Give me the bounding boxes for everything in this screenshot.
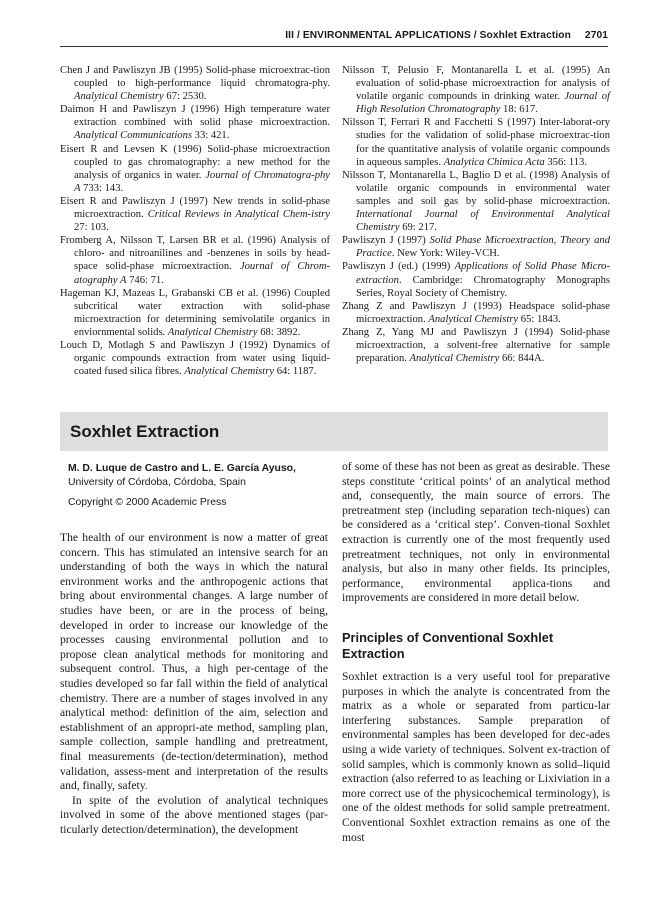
page-number: 2701	[584, 30, 608, 41]
reference-entry: Nilsson T, Pelusio F, Montanarella L et al. (1995) An evaluation of solid-phase microextraction for analysis of volatile organic compounds in drinking water. Journal of High Resolution Chromatography 18: 617.	[342, 65, 610, 116]
body-paragraph: of some of these has not been as great as desirable. These steps constitute ‘critical points’ of an analytical method and, consequently, the main source of errors. The pretreatment step (including separation tech-niques) can be considered as a ‘critical step’. Conven-tional Soxhlet extraction is currently one of the most frequently used pretreatment techniques, not only in environmental analysis, but also in many other fields. Its principles, performance, environmental applica-tions and improvements are considered in more detail below.	[342, 460, 610, 605]
reference-entry: Nilsson T, Ferrari R and Facchetti S (1997) Inter-laborat-ory studies for the validation of solid-phase microextrac-tion for the quantitative analysis of volatile organic compounds in aqueous samples. Analytica Chimica Acta 356: 113.	[342, 117, 610, 168]
author-names: M. D. Luque de Castro and L. E. García Ayuso,	[68, 463, 296, 474]
header-rule	[60, 46, 608, 47]
copyright-notice: Copyright © 2000 Academic Press	[68, 497, 227, 508]
reference-entry: Pawliszyn J (ed.) (1999) Applications of Solid Phase Micro-extraction. Cambridge: Chromatography Monographs Series, Royal Society of Chemistry.	[342, 261, 611, 299]
reference-entry: Zhang Z, Yang MJ and Pawliszyn J (1994) Solid-phase microextraction, a solvent-free alternative for sample preparation. Analytical Chemistry 66: 844A.	[342, 326, 610, 365]
author-block	[68, 462, 296, 510]
references-left-column	[60, 64, 330, 378]
reference-entry: Eisert R and Levsen K (1996) Solid-phase microextraction coupled to gas chromatography: a new method for the analysis of organics in water. Journal of Chromatogra-phy A 733: 143.	[60, 143, 330, 194]
body-paragraph: In spite of the evolution of analytical techniques involved in some of the above mentioned stages (par-ticularly detection/determination), the development	[60, 793, 328, 836]
reference-entry: Daimon H and Pawliszyn J (1996) High temperature water extraction combined with solid phase microextraction. Analytical Communications 33: 421.	[60, 104, 330, 142]
reference-entry: Fromberg A, Nilsson T, Larsen BR et al. (1996) Analysis of chloro- and nitroanilines and -benzenes in soils by head-space solid-phase microextraction. Journal of Chrom-atography A 746: 71.	[60, 235, 330, 286]
reference-entry: Eisert R and Pawliszyn J (1997) New trends in solid-phase microextraction. Critical Reviews in Analytical Chem-istry 27: 103.	[60, 195, 330, 234]
body-left-column	[60, 531, 328, 837]
body-right-intro	[342, 460, 610, 606]
reference-entry: Zhang Z and Pawliszyn J (1993) Headspace solid-phase microextraction. Analytical Chemistry 65: 1843.	[342, 300, 610, 325]
running-head	[285, 30, 608, 41]
reference-entry: Chen J and Pawliszyn JB (1995) Solid-phase microextrac-tion coupled to high-performance liquid chromatogra-phy. Analytical Chemistry 67: 2530.	[60, 65, 330, 103]
reference-entry: Hageman KJ, Mazeas L, Grabanski CB et al. (1996) Coupled subcritical water extraction with solid-phase microextraction for determining semivolatile organics in enviornmental solids. Analytical Chemistry 68: 3892.	[60, 287, 330, 338]
body-paragraph: Soxhlet extraction is a very useful tool for preparative purposes in which the analyte is concentrated from the matrix as a whole or separated from particu-lar interfering substances. Sample preparation of environmental samples has been developed for dec-ades using a wide variety of techniques. Solvent ex-traction of solid samples, which is commonly known as solid–liquid extraction (also referred to as leaching or Lixiviation in a more correct use of the physicochemical terminology), is one of the oldest methods for solid sample pretreatment. Conventional Soxhlet extraction remains as one of the most	[342, 670, 610, 844]
body-right-section	[342, 670, 610, 845]
reference-entry: Pawliszyn J (1997) Solid Phase Microextraction, Theory and Practice. New York: Wiley-VCH.	[342, 235, 610, 260]
section-heading: Principles of Conventional Soxhlet Extraction	[342, 630, 554, 661]
reference-entry: Louch D, Motlagh S and Pawliszyn J (1992) Dynamics of organic compounds extraction from water using liquid-coated fused silica fibres. Analytical Chemistry 64: 1187.	[60, 339, 330, 378]
running-head-title: III / ENVIRONMENTAL APPLICATIONS / Soxhlet Extraction	[285, 30, 571, 41]
references-right-column	[342, 64, 610, 365]
author-affiliation: University of Córdoba, Córdoba, Spain	[68, 477, 246, 488]
body-paragraph: The health of our environment is now a matter of great concern. This has stimulated an intensive search for an understanding of both the ways in which the natural environment works and the anthropogenic actions that bring about environmental changes. A large number of studies have been, or are in the process of being, developed in order to increase our knowledge of the processes causing environmental pollution and to propose clean analytical methods for monitoring and subsequent control. Thus, a high per-centage of the studies developed so far fall within the field of analytical chemistry. There are a number of stages involved in any analytical method: definition of the aim, selection and establishment of an appropri-ate method, sampling plan, sample collection, sample handling and pretreatment, final measurements (de-tection/determination), method validation, assess-ment and interpretation of the results and, finally, safety.	[60, 531, 328, 793]
article-title: Soxhlet Extraction	[70, 422, 220, 441]
reference-entry: Nilsson T, Montanarella L, Baglio D et al. (1998) Analysis of volatile organic compounds in environmental water samples and soil gas by solid-phase microextraction. International Journal of Environmental Analytical Chemistry 69: 217.	[342, 169, 610, 234]
